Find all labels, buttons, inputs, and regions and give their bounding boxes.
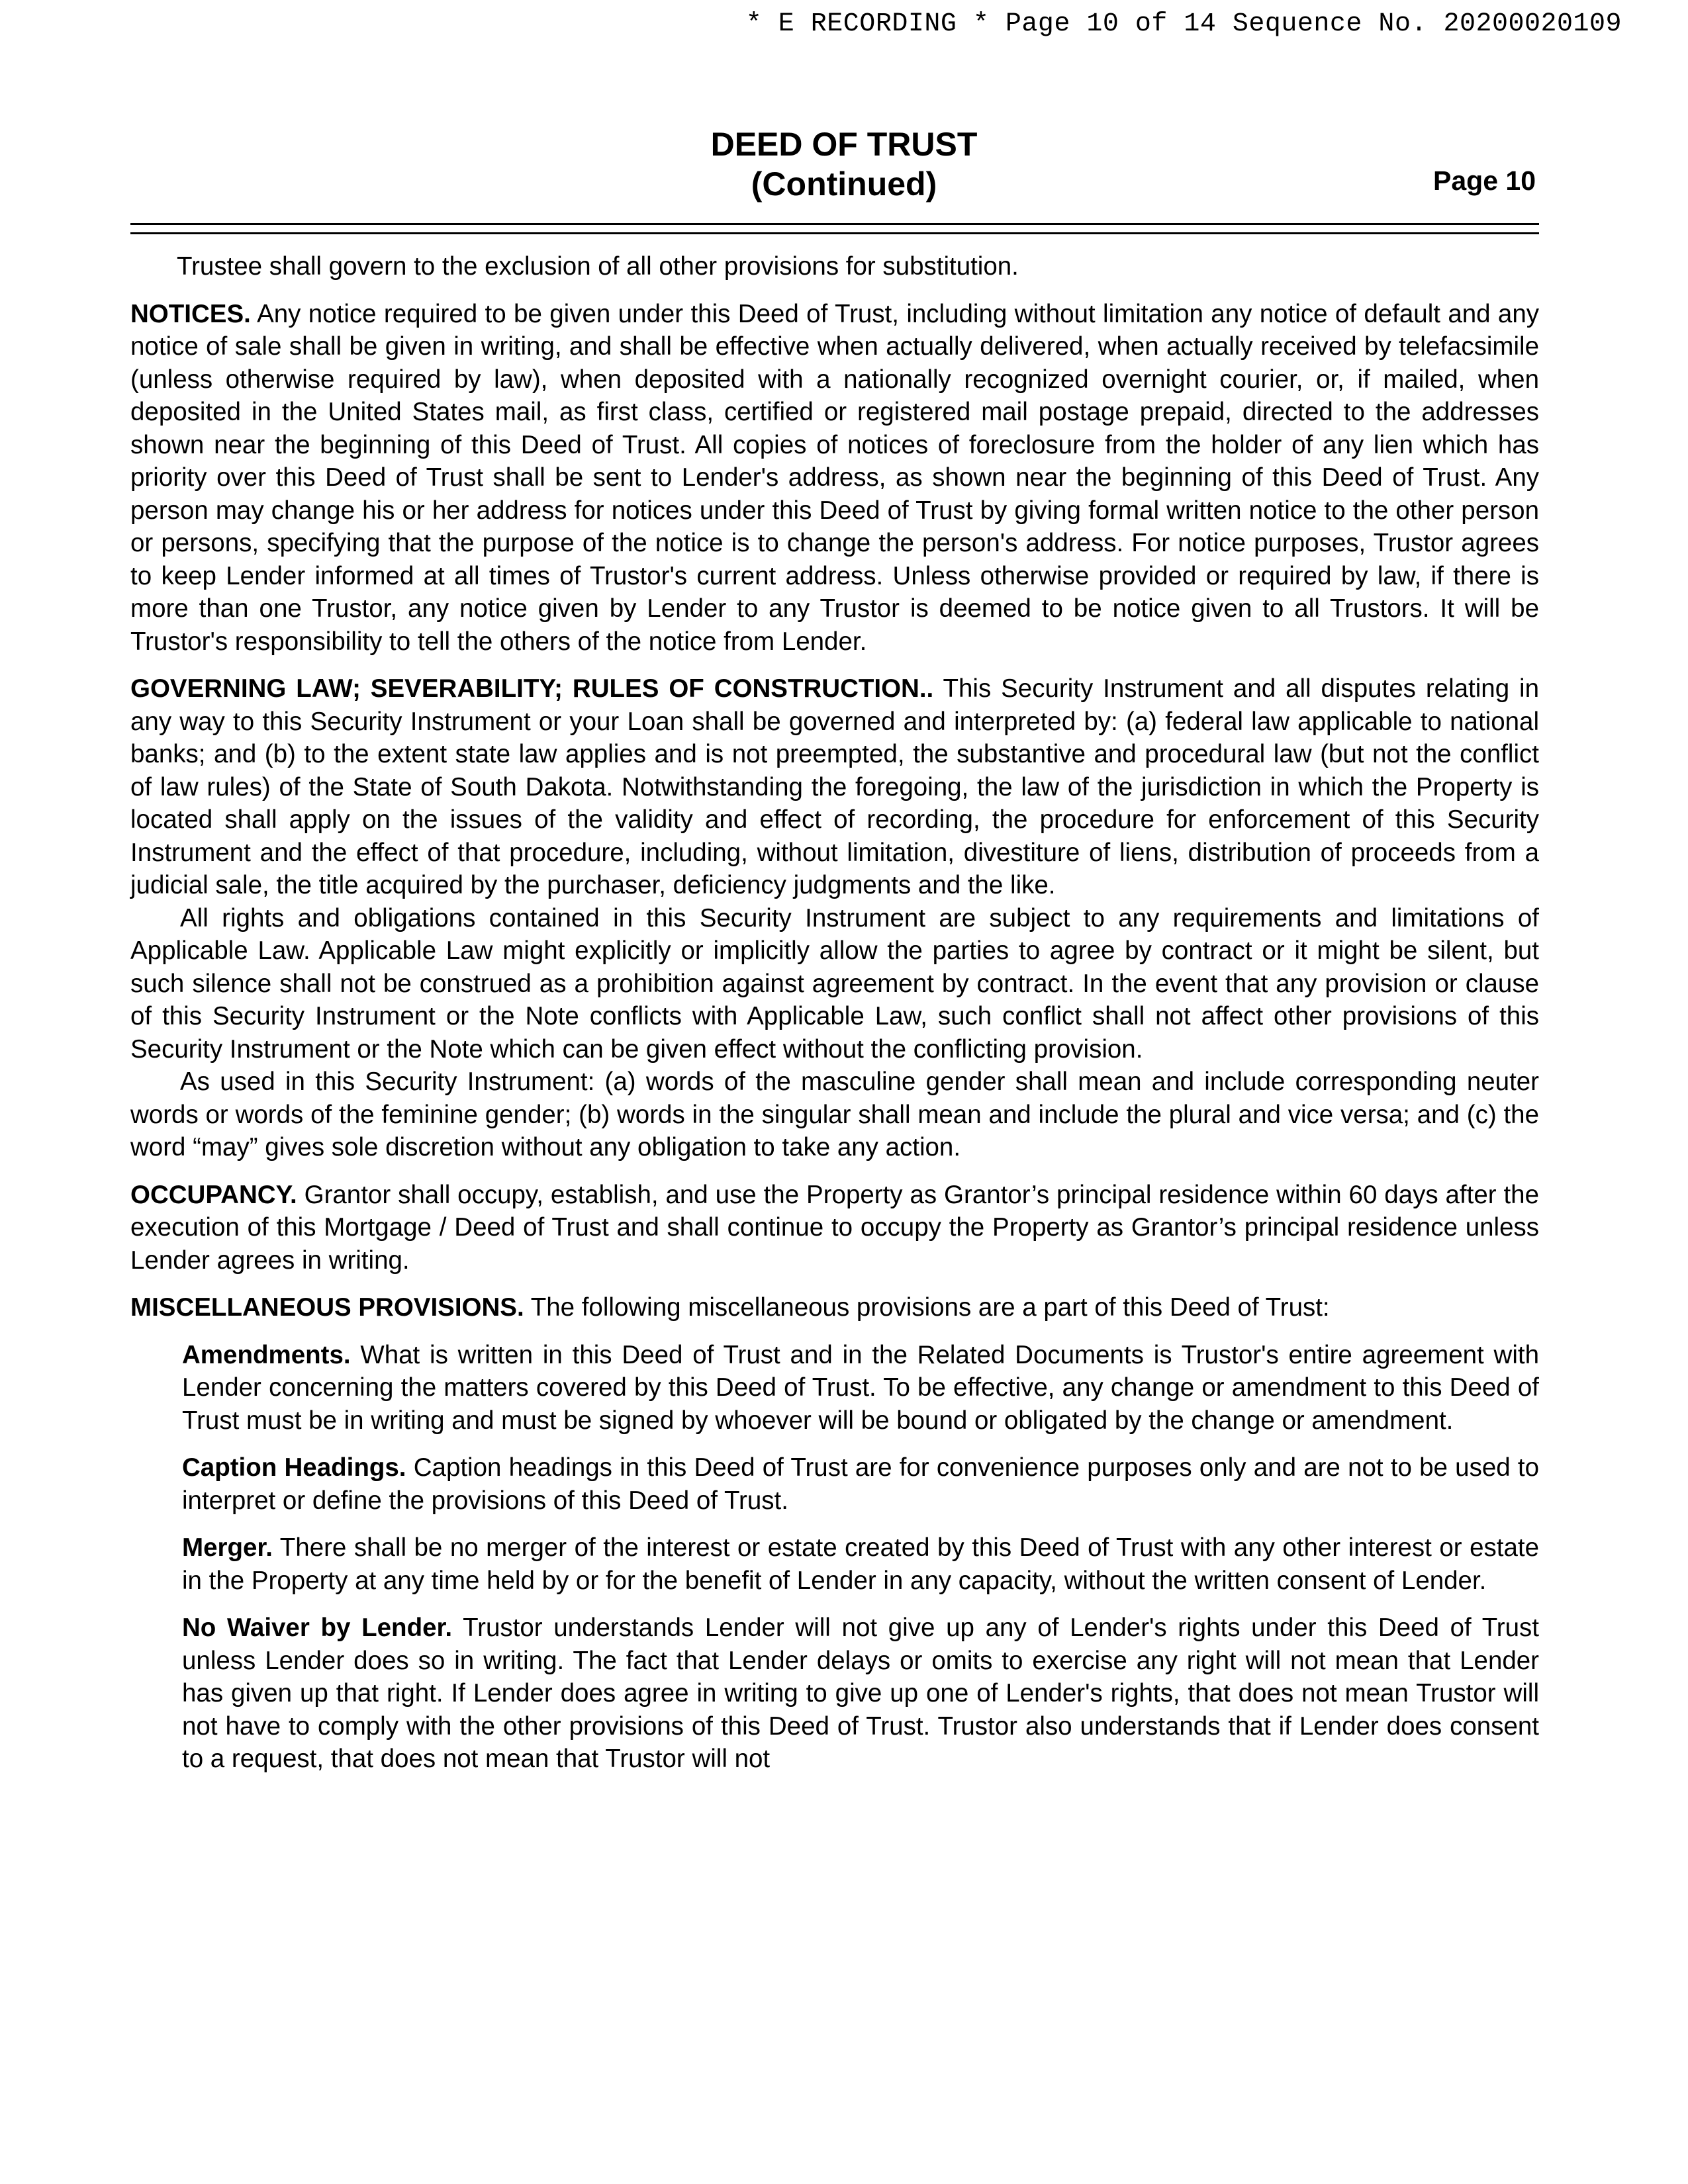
section-heading: OCCUPANCY.: [130, 1180, 297, 1209]
recording-stamp: * E RECORDING * Page 10 of 14 Sequence No. 20200020109: [745, 9, 1622, 39]
provision-heading: Amendments.: [182, 1340, 351, 1369]
document-title: DEED OF TRUST: [710, 126, 978, 163]
section-text: This Security Instrument and all disputes relating in any way to this Security Instrument or your Loan shall be governed and interpreted by: (a) federal law applicable to national banks; and (b) to the extent state law applies and is not preempted, the substantive and procedural law (but not the conflict of law rules) of the State of South Dakota. Notwithstanding the foregoing, the law of the jurisdiction in which the Property is located shall apply on the issues of the validity and effect of recording, the procedure for enforcement of this Security Instrument and the effect of that procedure, including, without limitation, divestiture of liens, distribution of proceeds from a judicial sale, the title acquired by the purchaser, deficiency judgments and the like.: [130, 674, 1539, 899]
document-subtitle: (Continued): [751, 165, 937, 203]
section-governing-law: [130, 672, 1539, 902]
section-heading: GOVERNING LAW; SEVERABILITY; RULES OF CONSTRUCTION..: [130, 674, 934, 703]
header-rule-bottom: [130, 232, 1539, 234]
provision-no-waiver: [182, 1612, 1539, 1776]
continuation-text: Trustee shall govern to the exclusion of all other provisions for substitution.: [177, 252, 1019, 281]
document-body: [130, 250, 1539, 1790]
provision-heading: No Waiver by Lender.: [182, 1614, 453, 1642]
section-text: Any notice required to be given under this Deed of Trust, including without limitation any notice of default and any notice of sale shall be given in writing, and shall be effective when actually delivered, when actually received by telefacsimile (unless otherwise required by law), when deposited with a nationally recognized overnight courier, or, if mailed, when deposited in the United States mail, as first class, certified or registered mail postage prepaid, directed to the addresses shown near the beginning of this Deed of Trust. All copies of notices of foreclosure from the holder of any lien which has priority over this Deed of Trust shall be sent to Lender's address, as shown near the beginning of this Deed of Trust. Any person may change his or her address for notices under this Deed of Trust by giving formal written notice to the other person or persons, specifying that the purpose of the notice is to change the person's address. For notice purposes, Trustor agrees to keep Lender informed at all times of Trustor's current address. Unless otherwise provided or required by law, if there is more than one Trustor, any notice given by Lender to any Trustor is deemed to be notice given to all Trustors. It will be Trustor's responsibility to tell the others of the notice from Lender.: [130, 299, 1540, 656]
section-text: The following miscellaneous provisions are a part of this Deed of Trust:: [530, 1293, 1330, 1322]
provision-merger: [182, 1531, 1539, 1597]
section-notices: [130, 298, 1539, 659]
section-heading: MISCELLANEOUS PROVISIONS.: [130, 1293, 524, 1322]
section-occupancy: [130, 1179, 1539, 1277]
provision-amendments: [182, 1339, 1539, 1437]
provision-caption-headings: [182, 1451, 1539, 1517]
provision-heading: Merger.: [182, 1533, 273, 1562]
provision-text: What is written in this Deed of Trust and in the Related Documents is Trustor's entire agreement with Lender concerning the matters covered by this Deed of Trust. To be effective, any change or amendment to this Deed of Trust must be in writing and must be signed by whoever will be bound or obligated by the change or amendment.: [182, 1340, 1539, 1435]
section-text: Grantor shall occupy, establish, and use the Property as Grantor’s principal residence within 60 days after the execution of this Mortgage / Deed of Trust and shall continue to occupy the Property as Grantor’s principal residence unless Lender agrees in writing.: [130, 1180, 1539, 1275]
provision-text: Trustor understands Lender will not give up any of Lender's rights under this Deed of Trust unless Lender does so in writing. The fact that Lender delays or omits to exercise any right will not mean that Lender has given up that right. If Lender does agree in writing to give up one of Lender's rights, that does not mean Trustor will not have to comply with the other provisions of this Deed of Trust. Trustor also understands that if Lender does consent to a request, that does not mean that Trustor will not: [182, 1614, 1539, 1773]
header-rule-top: [130, 223, 1539, 225]
section-miscellaneous: [130, 1291, 1539, 1324]
provision-heading: Caption Headings.: [182, 1453, 406, 1482]
provision-text: There shall be no merger of the interest or estate created by this Deed of Trust with any other interest or estate in the Property at any time held by or for the benefit of Lender in any capacity, without the written consent of Lender.: [182, 1533, 1539, 1595]
governing-law-paragraph-2: All rights and obligations contained in this Security Instrument are subject to any requirements and limitations of Applicable Law. Applicable Law might explicitly or implicitly allow the parties to agree by contract or it might be silent, but such silence shall not be construed as a prohibition against agreement by contract. In the event that any provision or clause of this Security Instrument or the Note conflicts with Applicable Law, such conflict shall not affect other provisions of this Security Instrument or the Note which can be given effect without the conflicting provision.: [130, 903, 1539, 1064]
governing-law-paragraph-3: As used in this Security Instrument: (a) words of the masculine gender shall mean and include corresponding neuter words or words of the feminine gender; (b) words in the singular shall mean and include the plural and vice versa; and (c) the word “may” gives sole discretion without any obligation to take any action.: [130, 1068, 1539, 1161]
provision-text: Caption headings in this Deed of Trust are for convenience purposes only and are not to be used to interpret or define the provisions of this Deed of Trust.: [182, 1453, 1540, 1515]
page-label: Page 10: [1433, 165, 1536, 196]
section-heading: NOTICES.: [130, 299, 251, 328]
